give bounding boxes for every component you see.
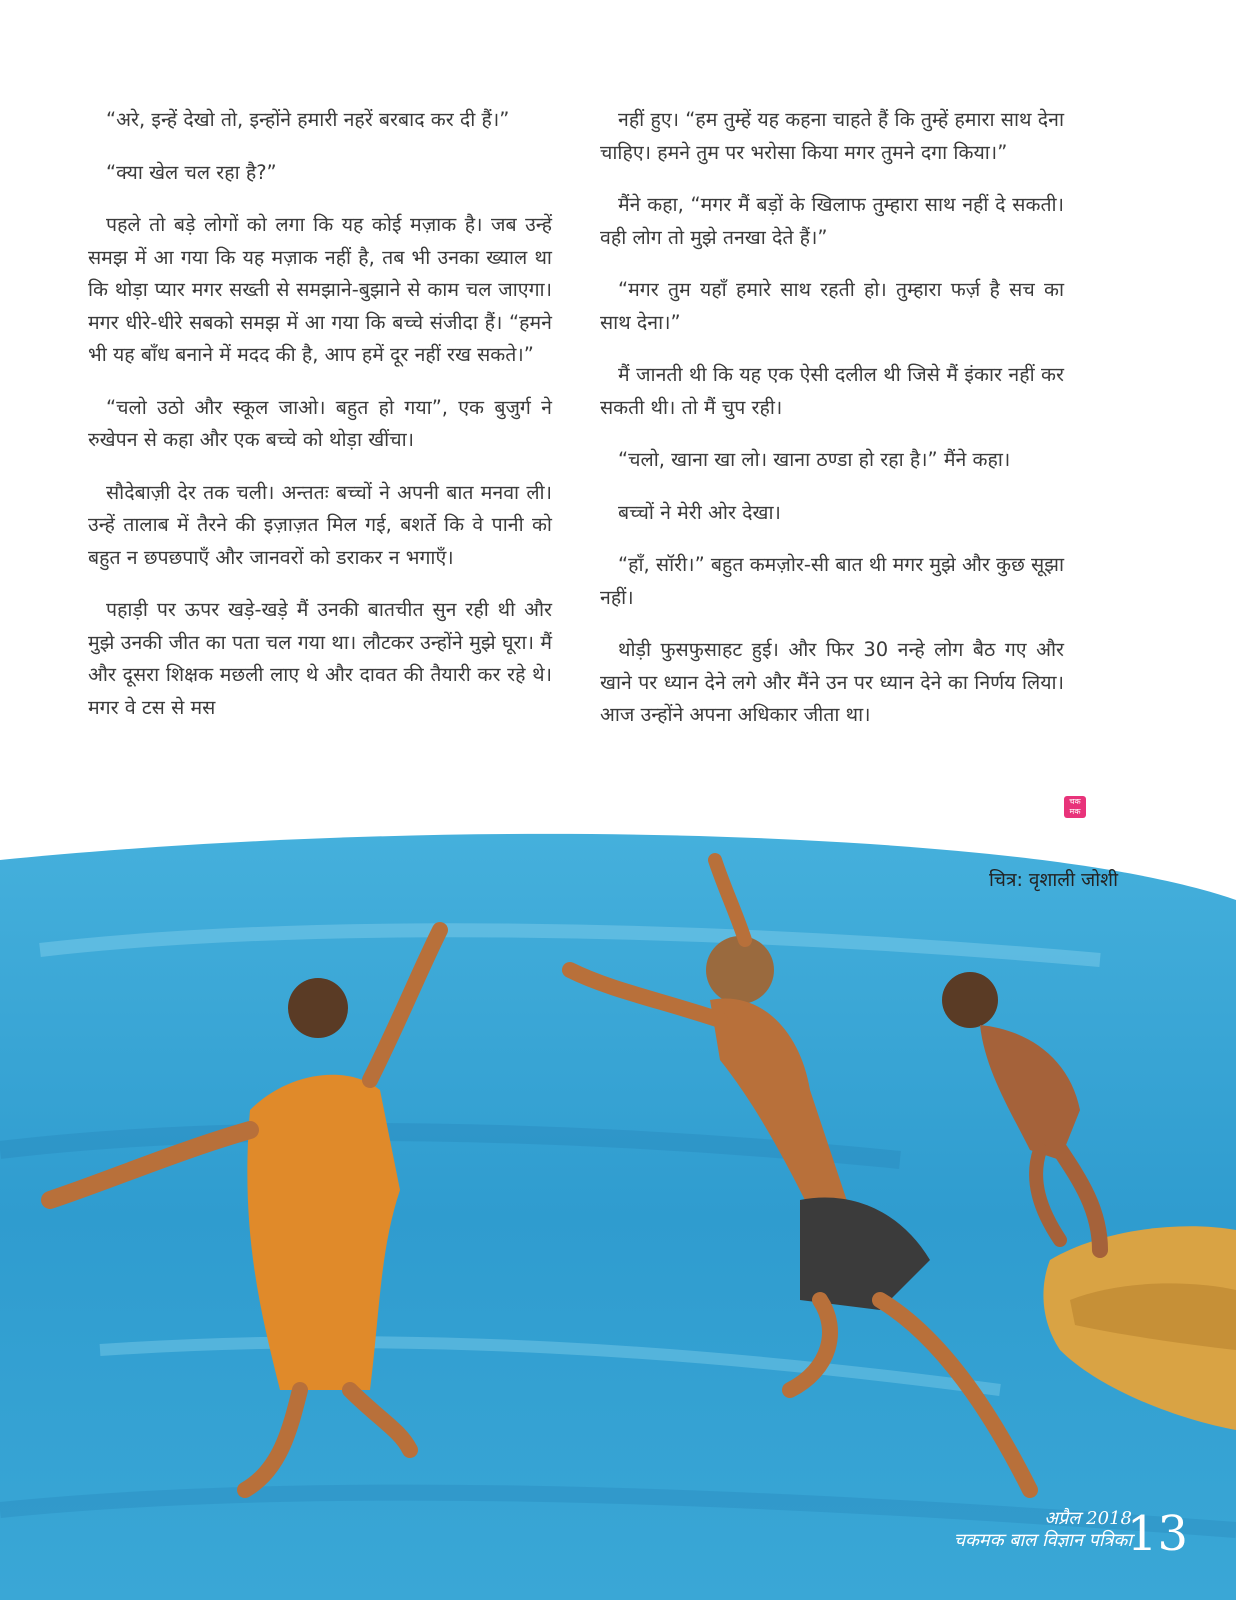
children-jumping-illustration [0,830,1236,1600]
paragraph: पहाड़ी पर ऊपर खड़े-खड़े मैं उनकी बातचीत सुन रही थी और मुझे उनकी जीत का पता चल गया था। लौटकर उन्होंने मुझे घूरा। मैं और दूसरा शिक्षक मछली लाए थे और दावत की तैयारी कर रहे थे। मगर वे टस से मस [88,598,552,719]
page-footer [953,1506,1188,1562]
right-column [600,104,1064,752]
paragraph: सौदेबाज़ी देर तक चली। अन्ततः बच्चों ने अपनी बात मनवा ली। उन्हें तालाब में तैरने की इज़ाज़त मिल गई, बशर्ते कि वे पानी को बहुत न छपछपाएँ और जानवरों को डराकर न भगाएँ। [88,480,552,569]
paragraph: मैं जानती थी कि यह एक ऐसी दलील थी जिसे मैं इंकार नहीं कर सकती थी। तो मैं चुप रही। [600,363,1064,419]
paragraph: “मगर तुम यहाँ हमारे साथ रहती हो। तुम्हारा फर्ज़ है सच का साथ देना।” [600,278,1064,334]
page-number: 13 [1126,1506,1188,1562]
left-column [88,104,552,744]
paragraph: पहले तो बड़े लोगों को लगा कि यह कोई मज़ाक है। जब उन्हें समझ में आ गया कि यह मज़ाक नहीं है, तब भी उनका ख्याल था कि थोड़ा प्यार मगर सख्ती से समझाने-बुझाने से काम चल जाएगा। मगर धीरे-धीरे सबको समझ में आ गया कि बच्चे संजीदा हैं। “हमने भी यह बाँध बनाने में मदद की है, आप हमें दूर नहीं रख सकते।” [88,213,552,366]
issue-date: अप्रैल 2018 [1044,1508,1132,1529]
paragraph: “अरे, इन्हें देखो तो, इन्होंने हमारी नहरें बरबाद कर दी हैं।” [106,108,510,131]
paragraph: मैंने कहा, “मगर मैं बड़ों के खिलाफ तुम्हारा साथ नहीं दे सकती। वही लोग तो मुझे तनखा देते हैं।” [600,193,1064,249]
paragraph: थोड़ी फुसफुसाहट हुई। और फिर 30 नन्हे लोग बैठ गए और खाने पर ध्यान देने लगे और मैंने उन पर ध्यान देने का निर्णय लिया। आज उन्होंने अपना अधिकार जीता था। [600,638,1064,726]
chakmak-end-mark-logo: चक मक [1064,796,1086,818]
paragraph: “चलो, खाना खा लो। खाना ठण्डा हो रहा है।” मैंने कहा। [618,448,1011,471]
illustration-credit: चित्र: वृशाली जोशी [988,869,1118,891]
paragraph: “क्या खेल चल रहा है?” [106,160,277,184]
magazine-name: चकमक बाल विज्ञान पत्रिका [953,1530,1132,1551]
paragraph: बच्चों ने मेरी ओर देखा। [618,500,781,524]
paragraph: “हाँ, सॉरी।” बहुत कमज़ोर-सी बात थी मगर मुझे और कुछ सूझा नहीं। [600,553,1064,609]
paragraph: “चलो उठो और स्कूल जाओ। बहुत हो गया”, एक बुजुर्ग ने रुखेपन से कहा और एक बच्चे को थोड़ा खींचा। [88,395,552,451]
paragraph: नहीं हुए। “हम तुम्हें यह कहना चाहते हैं कि तुम्हें हमारा साथ देना चाहिए। हमने तुम पर भरोसा किया मगर तुमने दगा किया।” [600,108,1064,164]
